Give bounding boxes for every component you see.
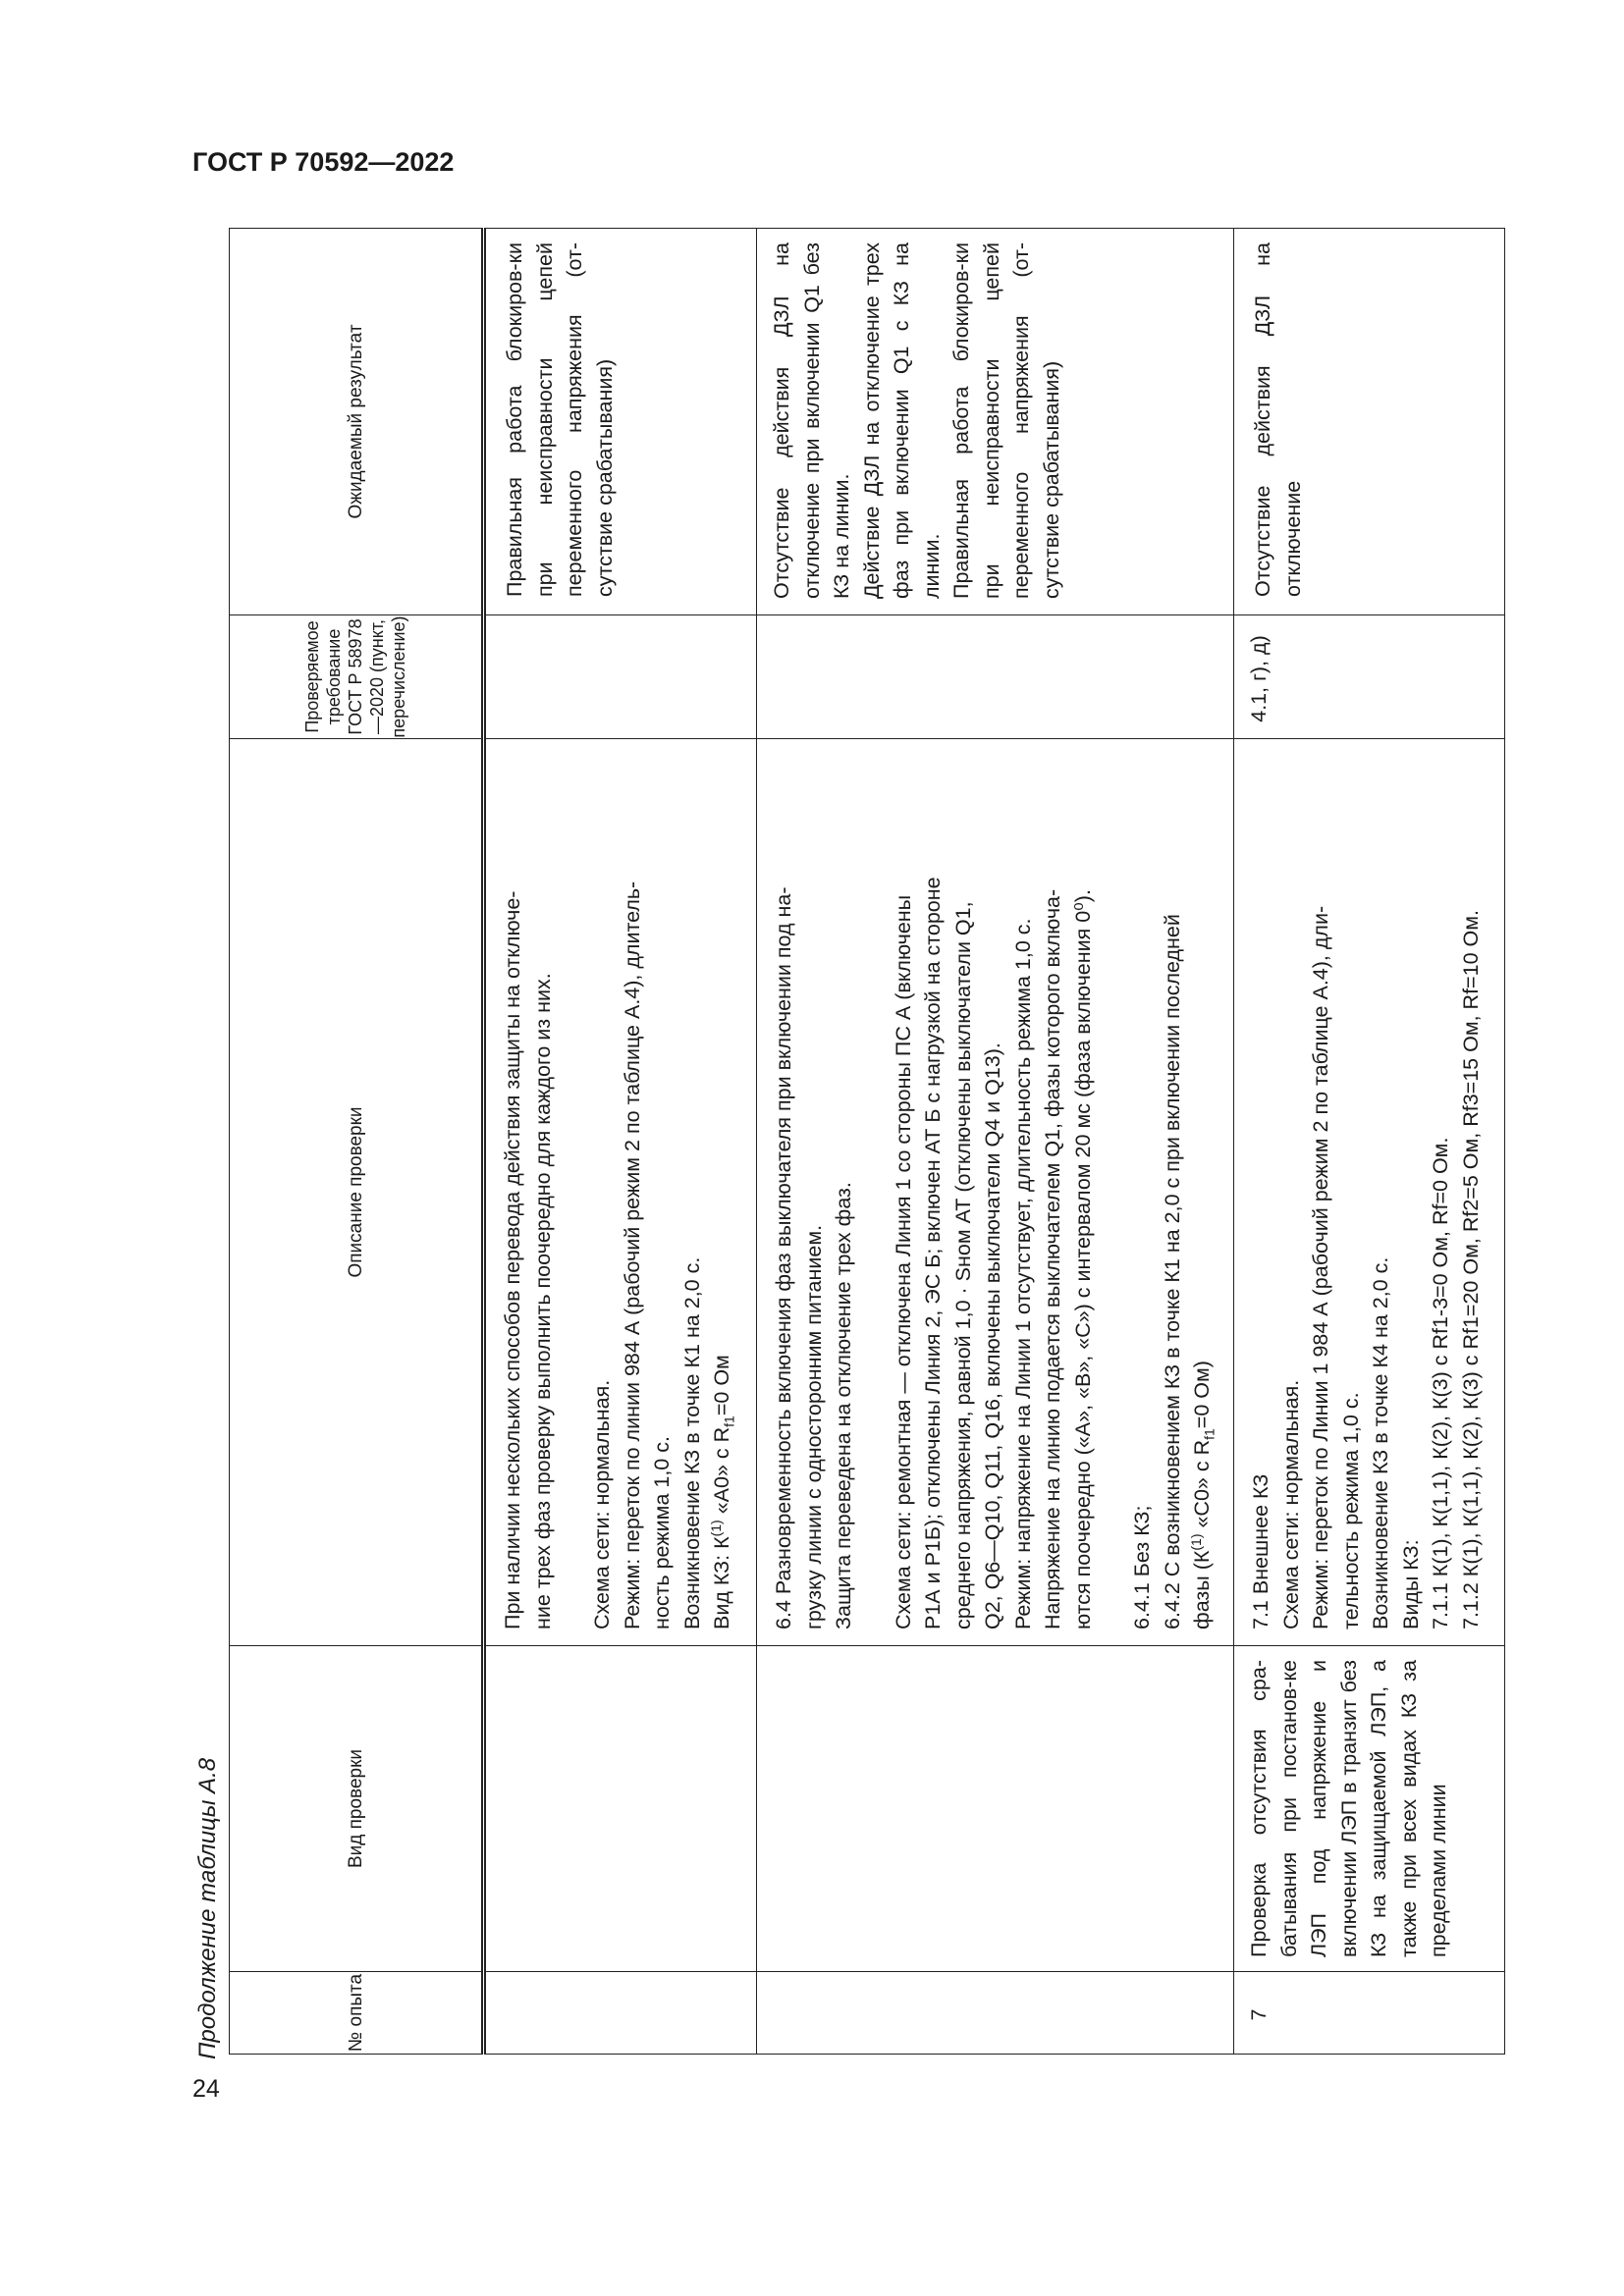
kz-sub: f1: [721, 1415, 737, 1427]
cell-result: [757, 229, 1234, 615]
col-header-desc: Описание проверки: [230, 739, 484, 1646]
table-row: [1234, 229, 1505, 2055]
desc-line: Режим: напряжение на Линии 1 отсутствует, длительность режима 1,0 с.: [1010, 918, 1035, 1629]
desc-line: 6.4.1 Без КЗ;: [1130, 1505, 1154, 1629]
table-continuation-caption: Продолжение таблицы А.8: [194, 1757, 221, 2059]
desc-line: ние трех фаз проверку выполнить поочередно для каждого из них.: [530, 973, 555, 1629]
cell-requirement: 4.1, г), д): [1234, 615, 1505, 739]
desc-line: Режим: переток по Линии 1 984 А (рабочий режим 2 по таблице А.4), дли-: [1309, 905, 1332, 1629]
desc-line: тельность режима 1,0 с.: [1338, 1392, 1363, 1629]
desc-line: При наличии нескольких способов перевода действия защиты на отключе-: [501, 890, 524, 1629]
desc-line: Q2, Q6—Q10, Q11, Q16, включены выключатели Q4 и Q13).: [981, 1042, 1004, 1629]
desc-line: Защита переведена на отключение трех фаз.: [832, 1182, 855, 1629]
desc-line: 6.4.2 С возникновением КЗ в точке К1 на 2,0 с при включении последней: [1160, 914, 1184, 1629]
cell-requirement: [757, 615, 1234, 739]
kz-prefix: Вид КЗ: К: [710, 1536, 733, 1629]
cell-num: 7: [1234, 1972, 1505, 2055]
test-table: [229, 228, 1505, 2055]
desc-line: [859, 755, 889, 1629]
desc-line-7-1-2: 7.1.2 К(1), К(1,1), К(2), К(3) с Rf1=20 Ом, Rf2=5 Ом, Rf3=15 Ом, Rf=10 Ом.: [1458, 910, 1483, 1629]
kz-prefix: фазы (К: [1190, 1550, 1214, 1629]
cell-type: [484, 1646, 757, 1972]
table-row: [757, 229, 1234, 2055]
desc-line: Напряжение на линию подается выключателем Q1, фазы которого включа-: [1041, 888, 1064, 1629]
kz-sup: (1): [707, 1520, 724, 1537]
desc-line: Виды КЗ:: [1398, 1539, 1423, 1629]
rotated-table-container: [229, 229, 1505, 2055]
cell-type: [757, 1646, 1234, 1972]
col-header-req: Проверяемое требование ГОСТ Р 58978—2020 (пункт, перечисление): [230, 615, 484, 739]
kz-mid: «А0» с R: [710, 1426, 733, 1521]
desc-line-last-phase: [1187, 755, 1218, 1629]
desc-line: [558, 755, 587, 1629]
desc-line: Р1А и Р1Б); отключены Линия 2, ЭС Б; включен АТ Б с нагрузкой на стороне: [921, 877, 945, 1629]
desc-line-7-1-1: 7.1.1 К(1), К(1,1), К(2), К(3) с Rf1-3=0 Ом, Rf=0 Ом.: [1429, 1137, 1452, 1629]
table-row: [484, 229, 757, 2055]
desc-line: Схема сети: ремонтная — отключена Линия 1 со стороны ПС А (включены: [891, 894, 915, 1629]
result-line: Отсутствие действия ДЗЛ на отключение при включении Q1 без КЗ на линии.: [770, 242, 853, 599]
document-code: ГОСТ Р 70592—2022: [192, 147, 455, 177]
cell-description: [757, 739, 1234, 1646]
col-header-type: Вид проверки: [230, 1646, 484, 1972]
kz-sub: f1: [1201, 1428, 1218, 1440]
cell-result: Правильная работа блокиров-ки при неисправности цепей переменного напряжения (от-сутствие срабатывания): [484, 229, 757, 615]
cell-description: [484, 739, 757, 1646]
kz-suffix: =0 Ом): [1190, 1361, 1214, 1429]
desc-line: среднего напряжения, равной 1,0 · Sном АТ (отключены выключатели Q1,: [950, 901, 975, 1629]
desc-line: ность режима 1,0 с.: [650, 1436, 674, 1629]
desc-line: 7.1 Внешнее КЗ: [1249, 1473, 1272, 1629]
col-header-result: Ожидаемый результат: [230, 229, 484, 615]
cell-description: [1234, 739, 1505, 1646]
desc-line: Возникновение КЗ в точке К4 на 2,0 с.: [1369, 1256, 1392, 1629]
desc-line: ются поочередно («А», «В», «С») с интервалом 20 мс (фаза включения 0⁰).: [1070, 889, 1095, 1629]
desc-line: Возникновение КЗ в точке К1 на 2,0 с.: [679, 1256, 704, 1629]
cell-result: Отсутствие действия ДЗЛ на отключение: [1234, 229, 1505, 615]
desc-line: Схема сети: нормальная.: [1278, 1379, 1303, 1629]
result-line: Действие ДЗЛ на отключение трех фаз при включении Q1 с КЗ на линии.: [859, 242, 944, 599]
table-header-row: [230, 229, 484, 2055]
desc-line: Схема сети: нормальная.: [590, 1379, 614, 1629]
desc-line: [1098, 755, 1127, 1629]
cell-requirement: [484, 615, 757, 739]
desc-line-kz-type: [707, 755, 737, 1629]
cell-num: [484, 1972, 757, 2055]
col-header-num: № опыта: [230, 1972, 484, 2055]
kz-suffix: =0 Ом: [710, 1355, 733, 1416]
result-line: Правильная работа блокиров-ки при неисправности цепей переменного напряжения (от-сутствие срабатывания): [949, 242, 1063, 599]
desc-line: 6.4 Разновременность включения фаз выключателя при включении под на-: [772, 886, 795, 1629]
desc-line: Режим: переток по линии 984 А (рабочий режим 2 по таблице А.4), длитель-: [620, 881, 644, 1629]
kz-sup: (1): [1187, 1533, 1204, 1551]
cell-num: [757, 1972, 1234, 2055]
kz-mid: «С0» с R: [1190, 1439, 1214, 1534]
cell-type: Проверка отсутствия сра-батывания при постанов-ке ЛЭП под напряжение и включении ЛЭП в транзит без КЗ на защищаемой ЛЭП, а также при всех видах КЗ за пределами линии: [1234, 1646, 1505, 1972]
page-number: 24: [192, 2075, 220, 2103]
desc-line: грузку линии с односторонним питанием.: [801, 1224, 826, 1629]
